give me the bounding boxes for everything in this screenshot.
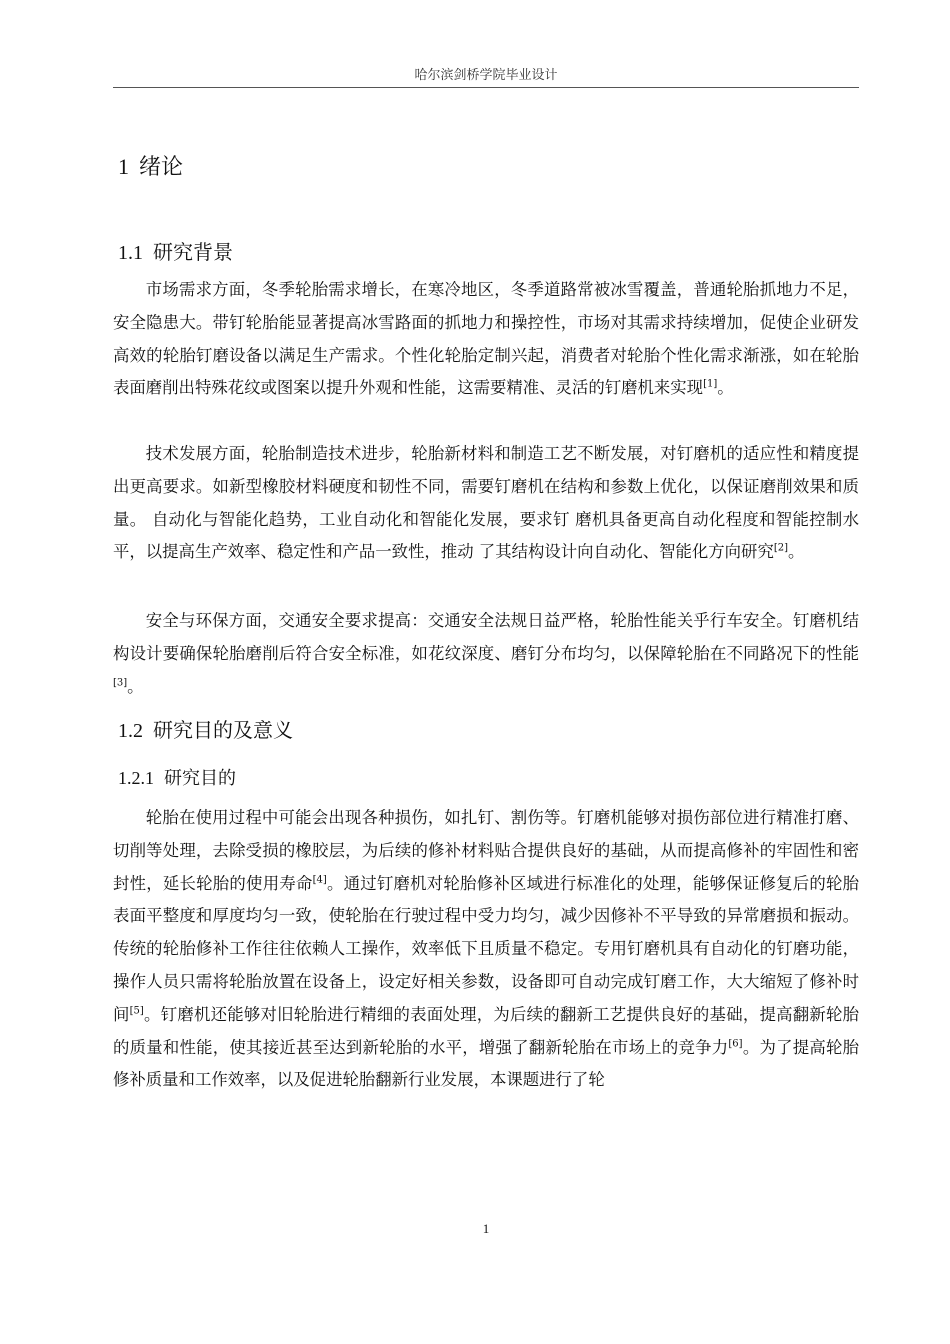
paragraph-end: 。	[127, 676, 144, 696]
paragraph-text: 技术发展方面，轮胎制造技术进步，轮胎新材料和制造工艺不断发展，对钉磨机的适应性和精度提出更高要求。如新型橡胶材料硬度和韧性不同，需要钉磨机在结构和参数上优化，以保证磨削效果和质量。 自动化与智能化趋势，工业自动化和智能化发展，要求钉 磨机具备更高自动化程度和智能控制水平，以提高生产效率、稳定性和产品一致性，推动 了其结构设计向自动化、智能化方向研究	[113, 444, 859, 562]
section-heading-1-2	[118, 714, 293, 743]
citation-2: [2]	[773, 542, 789, 554]
paragraph-text: 轮胎在使用过程中可能会出现各种损伤，如扎钉、割伤等。钉磨机能够对损伤部位进行精准打磨、切削等处理，去除受损的橡胶层，为后续的修补材料贴合提供良好的基础，从而提高修补的牢固性和密封性，延长轮胎的使用寿命	[113, 808, 859, 893]
subsection-number: 1.2.1	[118, 768, 154, 788]
section-number: 1.2	[118, 720, 143, 742]
subsection-heading-1-2-1	[118, 764, 236, 790]
paragraph-text: 市场需求方面，冬季轮胎需求增长，在寒冷地区，冬季道路常被冰雪覆盖，普通轮胎抓地力不足，安全隐患大。带钉轮胎能显著提高冰雪路面的抓地力和操控性，市场对其需求持续增加，促使企业研发高效的轮胎钉磨设备以满足生产需求。个性化轮胎定制兴起，消费者对轮胎个性化需求渐涨，如在轮胎表面磨削出特殊花纹或图案以提升外观和性能，这需要精准、灵活的钉磨机来实现	[113, 280, 859, 398]
paragraph-safety	[113, 605, 859, 703]
header-rule	[113, 87, 859, 88]
paragraph-technology	[113, 438, 859, 569]
citation-5: [5]	[129, 1005, 144, 1017]
paragraph-text: 安全与环保方面，交通安全要求提高：交通安全法规日益严格，轮胎性能关乎行车安全。钉磨机结构设计要确保轮胎磨削后符合安全标准，如花纹深度、磨钉分布均匀，以保障轮胎在不同路况下的性能	[113, 611, 859, 663]
paragraph-text: 。通过钉磨机对轮胎修补区域进行标准化的处理，能够保证修复后的轮胎表面平整度和厚度均匀一致，使轮胎在行驶过程中受力均匀，减少因修补不平导致的异常磨损和振动。传统的轮胎修补工作往往依赖人工操作，效率低下且质量不稳定。专用钉磨机具有自动化的钉磨功能，操作人员只需将轮胎放置在设备上，设定好相关参数，设备即可自动完成钉磨工作，大大缩短了修补时间	[113, 873, 860, 1024]
citation-3: [3]	[113, 677, 128, 689]
chapter-heading	[118, 150, 183, 181]
section-heading-1-1	[118, 236, 233, 265]
paragraph-text: 。钉磨机还能够对旧轮胎进行精细的表面处理，为后续的翻新工艺提供良好的基础，提高翻新轮胎的质量和性能，使其接近甚至达到新轮胎的水平，增强了翻新轮胎在市场上的竞争力	[113, 1004, 860, 1057]
section-title: 研究背景	[153, 240, 233, 264]
running-header: 哈尔滨剑桥学院毕业设计	[414, 68, 558, 83]
citation-6: [6]	[728, 1038, 743, 1050]
section-number: 1.1	[118, 242, 143, 264]
chapter-title: 绪论	[139, 155, 184, 180]
section-title: 研究目的及意义	[153, 718, 293, 742]
chapter-number: 1	[118, 154, 129, 179]
paragraph-end: 。	[717, 378, 734, 398]
citation-1: [1]	[703, 378, 718, 390]
paragraph-market-demand	[113, 274, 859, 405]
paragraph-text: 。为了提高轮胎修补质量和工作效率，以及促进轮胎翻新行业发展，本课题进行了轮	[113, 1037, 860, 1090]
subsection-title: 研究目的	[164, 768, 236, 789]
paragraph-end: 。	[788, 542, 805, 562]
citation-4: [4]	[312, 874, 327, 886]
paragraph-research-purpose	[113, 802, 859, 1097]
page-number: 1	[482, 1221, 490, 1236]
